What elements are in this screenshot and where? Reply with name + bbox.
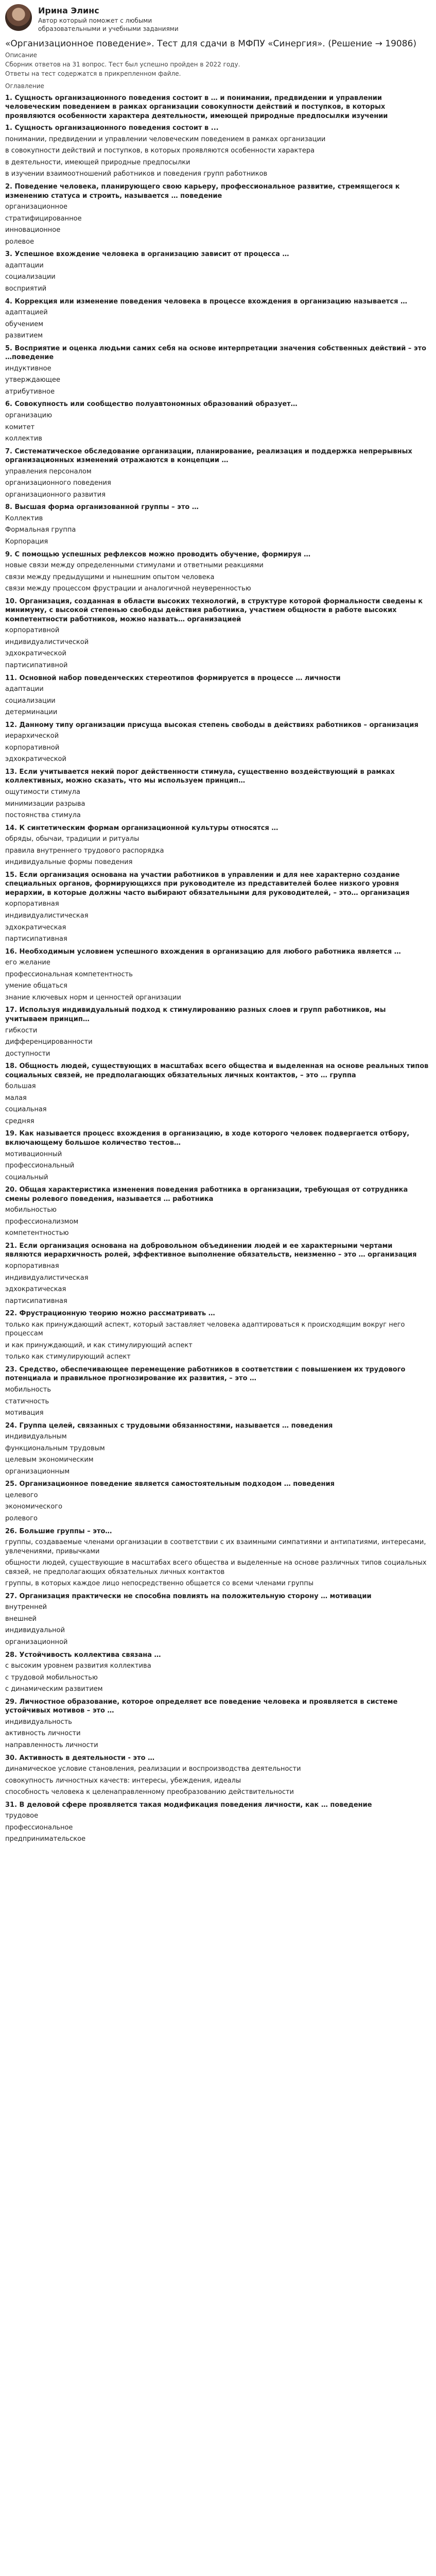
- question-text: 30. Активность в деятельности - это …: [5, 1754, 155, 1762]
- answer-option: понимании, предвидении и управлении человеческим поведением в рамках организации: [5, 135, 326, 143]
- answer-option: профессиональное: [5, 1823, 73, 1832]
- answer-option: постоянства стимула: [5, 811, 81, 820]
- answer-option: обряды, обычаи, традиции и ритуалы: [5, 835, 139, 843]
- answer-option: средняя: [5, 1117, 34, 1125]
- answer-option: восприятий: [5, 284, 47, 293]
- answer-option: дифференцированности: [5, 1038, 93, 1046]
- answer-option: экономического: [5, 1503, 63, 1511]
- answer-option: инновационное: [5, 226, 61, 234]
- question-text: 1. Сущность организационного поведения состоит в … и понимании, предвидении и управлении человеческим поведением в рамках организации совокупности действий и поступков, в которых проявляются особенности характера деятельности, имеющей природные предпосылки изучении: [5, 94, 388, 120]
- answer-option: утверждающее: [5, 376, 61, 384]
- answer-option: развитием: [5, 332, 43, 340]
- answer-option: динамическое условие становления, реализации и воспроизводства деятельности: [5, 1765, 301, 1773]
- question-text: 1. Сущность организационного поведения состоит в ...: [5, 124, 219, 132]
- answer-option: индивидуальной: [5, 1626, 65, 1635]
- answer-option: мобильность: [5, 1386, 51, 1394]
- answer-option: профессиональный: [5, 1162, 75, 1170]
- answer-option: стратифицированное: [5, 214, 82, 223]
- answer-option: ощутимости стимула: [5, 788, 80, 796]
- answer-option: трудовое: [5, 1812, 39, 1820]
- question-text: 19. Как называется процесс вхождения в организацию, в ходе которого человек подвергается отбору, включающему большое количество тестов…: [5, 1130, 410, 1147]
- answer-option: профессиональная компетентность: [5, 970, 133, 978]
- question-list: [5, 94, 429, 1844]
- answer-option: функциональным трудовым: [5, 1444, 105, 1452]
- answer-option: адаптации: [5, 685, 44, 693]
- answer-option: адаптацией: [5, 309, 48, 317]
- answer-option: детерминации: [5, 708, 58, 717]
- answer-option: доступности: [5, 1049, 50, 1058]
- answer-option: индивидуалистическая: [5, 1274, 89, 1282]
- answer-option: мотивационный: [5, 1150, 62, 1158]
- question-text: 26. Большие группы – это…: [5, 1527, 112, 1535]
- answer-option: адаптации: [5, 261, 44, 269]
- answer-option: новые связи между определенными стимулами и ответными реакциями: [5, 562, 264, 570]
- description-line: Ответы на тест содержатся в прикрепленном файле.: [5, 70, 181, 78]
- answer-option: Коллектив: [5, 514, 43, 522]
- question-text: 22. Фрустрационную теорию можно рассматривать …: [5, 1310, 215, 1318]
- answer-option: и как принуждающий, и как стимулирующий аспект: [5, 1341, 193, 1349]
- answer-option: минимизации разрыва: [5, 800, 85, 808]
- answer-option: социализации: [5, 273, 56, 281]
- answer-option: умение общаться: [5, 982, 67, 990]
- answer-option: активность личности: [5, 1730, 81, 1738]
- answer-option: в деятельности, имеющей природные предпосылки: [5, 158, 190, 166]
- answer-option: способность человека к целенаправленному преобразованию действительности: [5, 1788, 294, 1797]
- answer-option: профессионализмом: [5, 1217, 79, 1226]
- answer-option: только как стимулирующий аспект: [5, 1353, 131, 1361]
- question-text: 9. С помощью успешных рефлексов можно проводить обучение, формируя …: [5, 550, 311, 558]
- author-info: [38, 4, 182, 33]
- answer-option: индуктивное: [5, 364, 51, 372]
- question-text: 27. Организация практически не способна повлиять на положительную сторону … мотивации: [5, 1592, 372, 1600]
- answer-option: в совокупности действий и поступков, в которых проявляются особенности характера: [5, 147, 315, 155]
- answer-option: организационным: [5, 1467, 70, 1476]
- description-label: Описание: [5, 51, 38, 59]
- answer-option: группы, в которых каждое лицо непосредственно общается со всеми членами группы: [5, 1580, 314, 1588]
- answer-option: индивидуалистической: [5, 638, 89, 646]
- question-text: 24. Группа целей, связанных с трудовыми обязанностями, называется … поведения: [5, 1421, 333, 1430]
- question-text: 3. Успешное вхождение человека в организацию зависит от процесса …: [5, 250, 289, 259]
- answer-option: мобильностью: [5, 1206, 57, 1214]
- question-text: 17. Используя индивидуальный подход к стимулированию разных слоев и групп работников, мы учитываем принцип…: [5, 1006, 386, 1023]
- answer-option: совокупность личностных качеств: интересы, убеждения, идеалы: [5, 1776, 241, 1785]
- answer-option: организационной: [5, 1638, 68, 1647]
- answer-option: партисипативная: [5, 935, 67, 943]
- answer-option: знание ключевых норм и ценностей организации: [5, 993, 181, 1002]
- question-text: 8. Высшая форма организованной группы – это …: [5, 503, 199, 512]
- answer-option: ролевого: [5, 1515, 38, 1523]
- answer-option: индивидуальность: [5, 1718, 72, 1726]
- question-text: 21. Если организация основана на добровольном объединении людей и ее характерными чертами являются иерархичность ролей, эффективное выполнение обязательств, неизменно – это … организация: [5, 1242, 417, 1259]
- answer-option: корпоративная: [5, 1262, 59, 1270]
- answer-option: связи между процессом фрустрации и аналогичной неуверенностью: [5, 585, 251, 593]
- answer-option: социальный: [5, 1173, 48, 1181]
- answer-option: комитет: [5, 423, 35, 431]
- question-text: 16. Необходимым условием успешного вхождения в организацию для любого работника является …: [5, 947, 401, 956]
- answer-option: индивидуалистическая: [5, 912, 89, 920]
- answer-option: целевого: [5, 1491, 38, 1499]
- question-text: 13. Если учитывается некий порог действенности стимула, существенно воздействующий в рамках коллективных, можно сказать, что мы используем принцип…: [5, 768, 395, 785]
- question-text: 7. Систематическое обследование организации, планирование, реализация и поддержка непрерывных организационных изменений отражаются в концепции …: [5, 447, 412, 465]
- question-text: 15. Если организация основана на участии работников в управлении и для нее характерно создание специальных органов, формирующихся при руководителе из представителей более низкого уровня иерархии, в которые должны часто выбирают обязательными для руководителей, – это… организация: [5, 871, 410, 897]
- document-title: «Организационное поведение». Тест для сдачи в МФПУ «Синергия». (Решение → 19086): [5, 38, 416, 49]
- answer-option: предпринимательское: [5, 1835, 86, 1843]
- answer-option: индивидуальным: [5, 1433, 67, 1441]
- answer-option: организационного поведения: [5, 479, 111, 487]
- answer-option: корпоративная: [5, 900, 59, 908]
- answer-option: индивидуальные формы поведения: [5, 858, 133, 867]
- answer-option: в изучении взаимоотношений работников и поведения групп работников: [5, 170, 268, 178]
- answer-option: направленность личности: [5, 1741, 98, 1749]
- answer-option: с трудовой мобильностью: [5, 1673, 98, 1682]
- answer-option: целевым экономическим: [5, 1456, 94, 1464]
- question-text: 4. Коррекция или изменение поведения человека в процессе вхождения в организацию называется …: [5, 297, 407, 306]
- answer-option: партисипативной: [5, 662, 68, 669]
- answer-option: ролевое: [5, 238, 34, 246]
- author-name[interactable]: Ирина Элинс: [38, 6, 99, 15]
- answer-option: эдхократическая: [5, 1285, 66, 1294]
- answer-option: атрибутивное: [5, 387, 55, 396]
- question-text: 2. Поведение человека, планирующего свою карьеру, профессиональное развитие, стремящегося к изменению статуса и строить, называется … поведение: [5, 183, 400, 200]
- question-text: 23. Средство, обеспечивающее перемещение работников в соответствии с повышением их трудового потенциала и правильное прогнозирование их развития, – это …: [5, 1365, 406, 1383]
- question-text: 31. В деловой сфере проявляется такая модификация поведения личности, как … поведение: [5, 1801, 372, 1809]
- question-text: 5. Восприятие и оценка людьми самих себя на основе интерпретации значения собственных действий – это …поведение: [5, 344, 427, 362]
- answer-option: коллектив: [5, 435, 42, 443]
- toc-label: Оглавление: [5, 82, 44, 90]
- answer-option: эдхократической: [5, 755, 66, 764]
- question-text: 29. Личностное образование, которое определяет все поведение человека и проявляется в системе устойчивых мотивов – это …: [5, 1698, 398, 1715]
- answer-option: внешней: [5, 1615, 37, 1623]
- answer-option: партисипативная: [5, 1297, 67, 1305]
- question-text: 18. Общность людей, существующих в масштабах всего общества и выделенная на основе реальных типов социальных связей, не предполагающих обязательных личных контактов, – это … группа: [5, 1062, 429, 1079]
- answer-option: его желание: [5, 959, 50, 967]
- answer-option: мотивация: [5, 1409, 44, 1417]
- answer-option: организацию: [5, 411, 53, 419]
- answer-option: правила внутреннего трудового распорядка: [5, 846, 164, 855]
- answer-option: корпоративной: [5, 743, 60, 752]
- description-line: Сборник ответов на 31 вопрос. Тест был успешно пройден в 2022 году.: [5, 61, 240, 69]
- answer-option: Формальная группа: [5, 526, 76, 534]
- question-text: 10. Организация, созданная в области высоких технологий, в структуре которой формальности сведены к минимуму, с высокой степенью свободы действия работника, участием общности в работе высоких компетентности работников, можно назвать… организацией: [5, 597, 423, 623]
- answer-option: внутренней: [5, 1603, 47, 1612]
- answer-option: статичность: [5, 1397, 49, 1405]
- author-description: Автор который поможет с любыми образовательными и учебными заданиями: [38, 16, 179, 32]
- question-text: 25. Организационное поведение является самостоятельным подходом … поведения: [5, 1480, 335, 1488]
- question-text: 14. К синтетическим формам организационной культуры относятся …: [5, 824, 278, 832]
- answer-option: связи между предыдущими и нынешним опытом человека: [5, 573, 215, 581]
- answer-option: эдхократическая: [5, 923, 66, 931]
- answer-option: группы, создаваемые членами организации в соответствии с их взаимными симпатиями и антипатиями, интересами, увлечениями, привычками: [5, 1538, 426, 1555]
- answer-option: только как принуждающий аспект, который заставляет человека адаптироваться к происходящим вокруг него процессам: [5, 1320, 405, 1338]
- answer-option: иерархической: [5, 732, 59, 740]
- answer-option: корпоративной: [5, 626, 60, 635]
- answer-option: с динамическим развитием: [5, 1685, 103, 1693]
- answer-option: эдхократической: [5, 650, 66, 658]
- question-text: 11. Основной набор поведенческих стереотипов формируется в процессе … личности: [5, 674, 341, 682]
- author-avatar[interactable]: [5, 4, 32, 31]
- author-block: [5, 4, 429, 33]
- answer-option: социализации: [5, 697, 56, 705]
- answer-option: общности людей, существующие в масштабах всего общества и выделенные на основе различных типов социальных связей, не предполагающих обязательных личных контактов: [5, 1559, 427, 1576]
- answer-option: Корпорация: [5, 537, 48, 546]
- answer-option: с высоким уровнем развития коллектива: [5, 1662, 151, 1670]
- answer-option: большая: [5, 1082, 36, 1091]
- answer-option: компетентностью: [5, 1229, 69, 1238]
- answer-option: гибкости: [5, 1026, 38, 1035]
- question-text: 12. Данному типу организации присуща высокая степень свободы в действиях работников – организация: [5, 721, 418, 729]
- question-text: 28. Устойчивость коллектива связана …: [5, 1651, 161, 1659]
- answer-option: организационного развития: [5, 490, 106, 499]
- answer-option: организационное: [5, 203, 68, 211]
- answer-option: малая: [5, 1094, 27, 1102]
- answer-option: управления персоналом: [5, 467, 92, 476]
- answer-option: социальная: [5, 1106, 47, 1114]
- answer-option: обучением: [5, 320, 44, 328]
- question-text: 20. Общая характеристика изменения поведения работника в организации, требующая от сотрудника смены ролевого поведения, называется … работника: [5, 1186, 408, 1203]
- question-text: 6. Совокупность или сообщество полуавтономных образований образует…: [5, 400, 298, 409]
